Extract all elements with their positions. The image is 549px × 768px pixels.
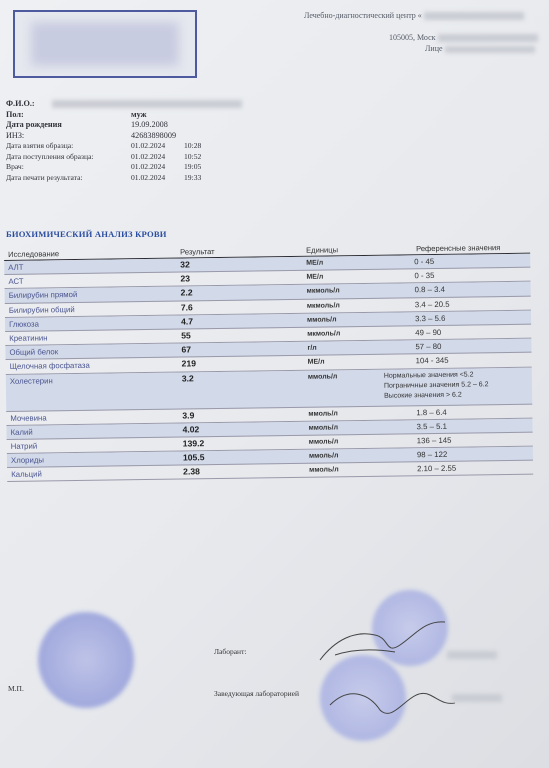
- test-result: 7.6: [180, 301, 193, 313]
- test-name: Билирубин прямой: [8, 290, 78, 301]
- test-ref: 1.8 – 6.4: [416, 407, 447, 417]
- test-result: 32: [180, 259, 190, 270]
- take-time: 10:28: [184, 141, 202, 150]
- lab-label: Лаборант:: [214, 647, 247, 656]
- ref-line: Пограничные значения 5.2 – 6.2: [383, 380, 489, 390]
- test-result: 139.2: [182, 438, 205, 449]
- inz-value: 42683898009: [131, 130, 177, 140]
- test-unit: ммоль/л: [306, 316, 337, 324]
- print-time: 19:33: [184, 172, 202, 182]
- test-name: Глюкоза: [9, 319, 39, 329]
- test-ref: 3.5 – 5.1: [416, 421, 447, 431]
- test-unit: ммоль/л: [307, 372, 338, 381]
- test-result: 3.9: [182, 409, 195, 421]
- test-result: 2.2: [180, 287, 193, 298]
- test-unit: ммоль/л: [309, 466, 339, 475]
- print-label: Дата печати результата:: [6, 172, 83, 182]
- header-unit: Единицы: [305, 245, 339, 255]
- test-result: 67: [181, 344, 192, 355]
- test-result: 55: [181, 330, 191, 341]
- fio-redacted: [52, 99, 242, 108]
- results-table: [4, 241, 533, 483]
- receive-date: 01.02.2024: [131, 151, 166, 161]
- test-name: Креатинин: [9, 333, 48, 343]
- doctor-date: 01.02.2024: [131, 162, 166, 171]
- test-ref: 57 – 80: [415, 342, 442, 352]
- take-date: 01.02.2024: [131, 141, 166, 150]
- clinic-name: Лечебно-диагностический центр «: [304, 11, 524, 20]
- test-name: Хлориды: [10, 455, 45, 465]
- test-name: АЛТ: [8, 262, 24, 272]
- test-unit: МЕ/л: [307, 358, 325, 367]
- test-ref-multiline: [384, 370, 489, 401]
- test-result: 4.7: [180, 316, 194, 327]
- clinic-address: 105005, Моск: [389, 33, 538, 42]
- test-result: 4.02: [182, 423, 200, 435]
- test-name: Билирубин общий: [8, 304, 75, 315]
- section-title: БИОХИМИЧЕСКИЙ АНАЛИЗ КРОВИ: [6, 229, 167, 239]
- test-unit: ммоль/л: [308, 438, 339, 446]
- test-name: Щелочная фосфатаза: [9, 361, 90, 372]
- test-name: Общий белок: [9, 347, 59, 358]
- test-name: Холестерин: [9, 375, 53, 386]
- head-label: Заведующая лабораторией: [214, 689, 299, 698]
- header-result: Результат: [180, 247, 215, 257]
- head-name-redacted: [452, 693, 502, 702]
- dob-value: 19.09.2008: [131, 120, 168, 129]
- header-ref: Референсные значения: [415, 243, 501, 254]
- test-ref: 3.4 – 20.5: [414, 299, 450, 309]
- seal-stamp: [38, 612, 134, 708]
- test-ref: 0.8 – 3.4: [414, 285, 446, 295]
- test-result: 23: [180, 273, 191, 284]
- take-label: Дата взятия образца:: [6, 141, 74, 150]
- lab-name-redacted: [447, 650, 497, 659]
- test-unit: мкмоль/л: [306, 287, 340, 296]
- sex-value: муж: [131, 109, 147, 119]
- test-ref: 3.3 – 5.6: [414, 313, 446, 324]
- clinic-logo: [13, 10, 197, 78]
- sex-label: Пол:: [6, 109, 24, 119]
- test-ref: 0 - 45: [414, 256, 435, 267]
- test-result: 219: [181, 358, 197, 369]
- print-date: 01.02.2024: [131, 172, 166, 182]
- test-unit: мкмоль/л: [306, 301, 340, 310]
- test-unit: МЕ/л: [306, 259, 324, 267]
- test-unit: ммоль/л: [308, 424, 339, 432]
- ref-line: Высокие значения > 6.2: [384, 391, 462, 400]
- test-name: Натрий: [10, 441, 38, 451]
- mp-label: М.П.: [8, 684, 24, 693]
- test-unit: ммоль/л: [308, 452, 339, 460]
- clinic-license: Лице: [425, 44, 535, 53]
- receive-time: 10:52: [184, 151, 202, 161]
- signature-head: [320, 665, 460, 735]
- test-unit: мкмоль/л: [307, 330, 341, 338]
- fio-label: Ф.И.О.:: [6, 99, 35, 108]
- test-result: 2.38: [183, 466, 200, 477]
- inz-label: ИНЗ:: [6, 130, 25, 140]
- test-ref: 49 – 90: [415, 327, 442, 338]
- doctor-label: Врач:: [6, 162, 24, 171]
- header-test: Исследование: [8, 249, 60, 259]
- test-ref: 98 – 122: [416, 449, 448, 460]
- test-result: 105.5: [182, 452, 205, 463]
- test-name: Калий: [10, 427, 33, 437]
- test-ref: 136 – 145: [416, 435, 452, 446]
- test-name: Кальций: [11, 469, 42, 480]
- dob-label: Дата рождения: [6, 120, 62, 129]
- test-result: 3.2: [181, 372, 194, 384]
- doctor-time: 19:05: [184, 162, 202, 171]
- test-unit: ммоль/л: [308, 409, 338, 418]
- test-ref: 2.10 – 2.55: [417, 463, 457, 474]
- test-name: Мочевина: [10, 412, 47, 423]
- test-unit: г/л: [307, 344, 317, 352]
- receive-label: Дата поступления образца:: [6, 151, 94, 161]
- test-unit: МЕ/л: [306, 273, 324, 281]
- test-ref: 0 - 35: [414, 271, 435, 281]
- ref-line: Нормальные значения <5.2: [383, 370, 474, 380]
- test-name: АСТ: [8, 276, 24, 287]
- test-ref: 104 - 345: [415, 356, 449, 366]
